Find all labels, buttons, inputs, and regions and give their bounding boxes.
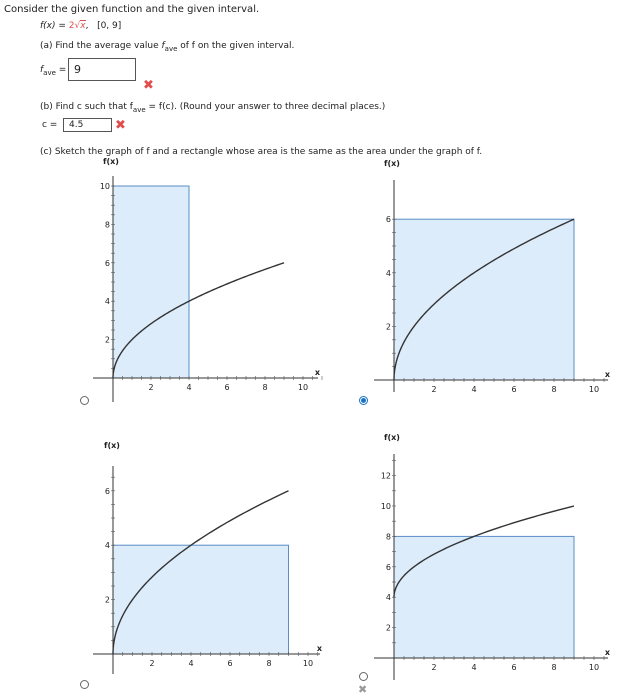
function-lhs: f(x) = bbox=[40, 21, 69, 31]
x-axis-label: x bbox=[604, 370, 610, 379]
function-coef: 2 bbox=[68, 21, 75, 31]
part-c-prompt: (c) Sketch the graph of f and a rectangle whose area is the same as the area under the graph of f. bbox=[40, 147, 483, 157]
y-tick-label: 2 bbox=[104, 335, 110, 345]
part-a-sub: ave bbox=[164, 44, 178, 53]
fave-label bbox=[40, 65, 66, 79]
incorrect-x-icon: ✖ bbox=[115, 118, 126, 133]
y-tick-label: 8 bbox=[385, 532, 391, 542]
y-tick-label: 6 bbox=[385, 562, 391, 572]
y-tick-label: 12 bbox=[380, 471, 391, 481]
x-tick-label: 6 bbox=[224, 383, 230, 392]
y-tick-label: 2 bbox=[385, 322, 391, 332]
y-tick-label: 6 bbox=[385, 215, 391, 225]
part-b-text: (b) Find c such that f bbox=[40, 102, 133, 112]
x-tick-label: 4 bbox=[188, 659, 194, 668]
part-b-prompt bbox=[40, 102, 385, 116]
x-tick-label: 10 bbox=[302, 659, 314, 668]
graph-option-1 bbox=[90, 156, 330, 402]
x-axis-label: x bbox=[314, 368, 320, 377]
function-radicand: x bbox=[80, 21, 86, 31]
sqrt-icon: √ bbox=[74, 21, 81, 31]
x-tick-label: 10 bbox=[297, 383, 309, 392]
y-axis-label: f(x) bbox=[103, 157, 119, 166]
radio-option-1[interactable] bbox=[80, 396, 89, 405]
graph-option-2 bbox=[370, 156, 620, 392]
incorrect-x-icon: ✖ bbox=[358, 683, 368, 696]
average-rectangle bbox=[113, 545, 289, 654]
part-b-text-after: = f(c). (Round your answer to three decimal places.) bbox=[145, 102, 386, 112]
part-a-var: f bbox=[161, 41, 165, 51]
graph-option-4 bbox=[370, 432, 620, 680]
fave-input[interactable]: 9 bbox=[68, 58, 136, 81]
c-input[interactable]: 4.5 bbox=[63, 118, 112, 132]
function-interval: [0, 9] bbox=[97, 21, 122, 31]
graph-option-3 bbox=[90, 436, 330, 674]
x-tick-label: 6 bbox=[511, 385, 517, 392]
x-tick-label: 10 bbox=[588, 385, 600, 392]
radio-option-4[interactable] bbox=[359, 672, 368, 681]
y-axis-label: f(x) bbox=[384, 159, 400, 168]
x-tick-label: 4 bbox=[471, 663, 477, 672]
y-tick-label: 8 bbox=[104, 220, 110, 230]
y-tick-label: 4 bbox=[385, 268, 391, 278]
part-b-sub: ave bbox=[132, 105, 146, 114]
x-tick-label: 2 bbox=[431, 663, 437, 672]
x-tick-label: 8 bbox=[262, 383, 268, 392]
x-axis-label: x bbox=[316, 644, 322, 653]
y-tick-label: 6 bbox=[104, 258, 110, 268]
radio-option-3[interactable] bbox=[80, 680, 89, 689]
incorrect-x-icon: ✖ bbox=[143, 78, 154, 93]
x-tick-label: 8 bbox=[266, 659, 272, 668]
x-tick-label: 2 bbox=[149, 659, 155, 668]
part-a-text-after: of f on the given interval. bbox=[177, 41, 295, 51]
y-tick-label: 2 bbox=[385, 623, 391, 633]
y-tick-label: 4 bbox=[104, 541, 110, 551]
function-comma: , bbox=[85, 21, 89, 31]
x-tick-label: 10 bbox=[588, 663, 600, 672]
y-tick-label: 10 bbox=[99, 182, 110, 191]
fave-label-var: f bbox=[40, 65, 44, 75]
y-axis-label: f(x) bbox=[384, 433, 400, 442]
x-axis-label: x bbox=[604, 648, 610, 657]
x-tick-label: 6 bbox=[511, 663, 517, 672]
radio-option-2[interactable] bbox=[359, 396, 368, 405]
x-tick-label: 4 bbox=[471, 385, 477, 392]
x-tick-label: 2 bbox=[431, 385, 437, 392]
y-tick-label: 2 bbox=[104, 595, 110, 605]
x-tick-label: 4 bbox=[186, 383, 192, 392]
x-tick-label: 8 bbox=[551, 663, 557, 672]
x-tick-label: 8 bbox=[551, 385, 557, 392]
y-axis-label: f(x) bbox=[104, 441, 120, 450]
x-tick-label: 2 bbox=[148, 383, 154, 392]
part-a-prompt bbox=[40, 41, 294, 55]
y-tick-label: 4 bbox=[104, 297, 110, 307]
average-rectangle bbox=[394, 536, 574, 658]
y-tick-label: 10 bbox=[380, 502, 391, 511]
fave-equals: = bbox=[58, 65, 67, 75]
part-a-text: (a) Find the average value bbox=[40, 41, 162, 51]
intro-text: Consider the given function and the given interval. bbox=[4, 4, 260, 15]
c-label: c = bbox=[42, 120, 58, 130]
function-definition bbox=[40, 21, 121, 32]
y-tick-label: 4 bbox=[385, 593, 391, 603]
fave-label-sub: ave bbox=[43, 68, 56, 77]
average-rectangle bbox=[394, 219, 574, 380]
x-tick-label: 6 bbox=[227, 659, 233, 668]
y-tick-label: 6 bbox=[104, 486, 110, 496]
